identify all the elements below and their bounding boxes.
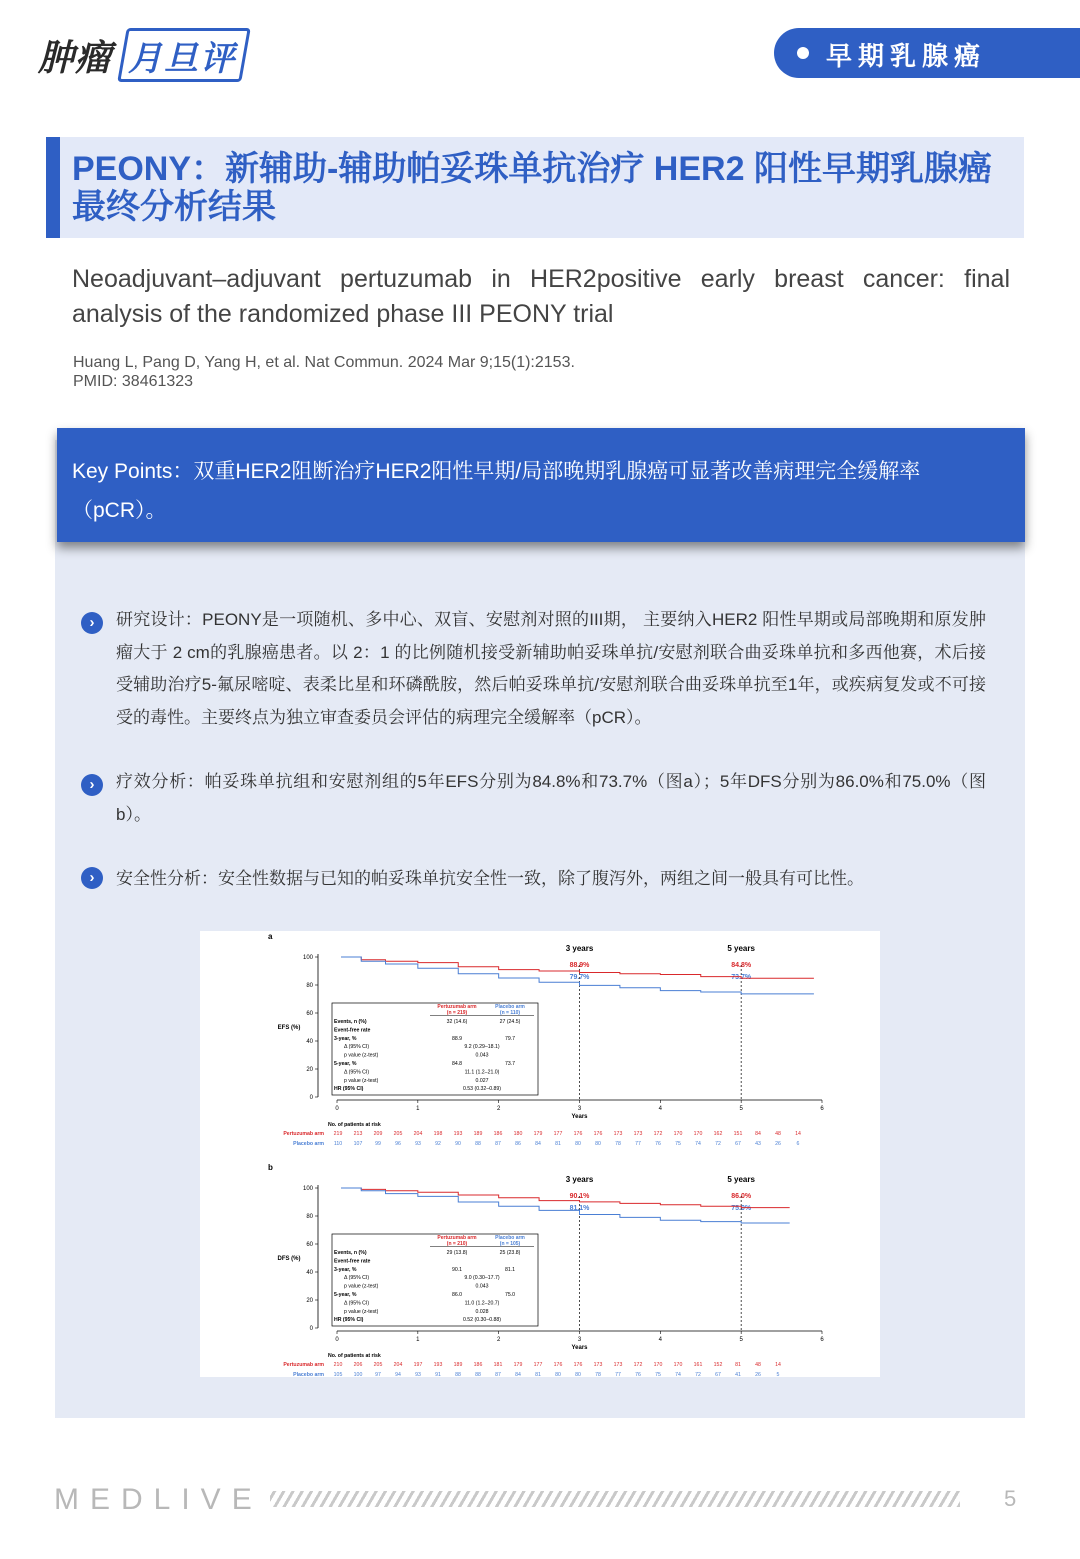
table-header-placebo-n: (n = 105) bbox=[499, 1241, 521, 1247]
table-row-label: Events, n (%) bbox=[334, 1250, 367, 1256]
risk-value: 78 bbox=[595, 1372, 601, 1377]
risk-value: 170 bbox=[673, 1131, 683, 1137]
x-tick-label: 4 bbox=[658, 1106, 663, 1112]
risk-value: 193 bbox=[433, 1362, 443, 1368]
table-row-label: Δ (95% CI) bbox=[344, 1300, 370, 1307]
risk-table-title: No. of patients at risk bbox=[328, 1353, 381, 1359]
risk-value: 173 bbox=[633, 1131, 643, 1137]
risk-value: 81 bbox=[735, 1362, 741, 1368]
table-row-value: 11.0 (1.2–20.7) bbox=[464, 1300, 500, 1307]
table-row-placebo-value: 73.7 bbox=[504, 1061, 516, 1067]
risk-value: 88 bbox=[475, 1372, 481, 1377]
chevron-right-icon: › bbox=[81, 612, 103, 634]
table-row-label: HR (95% CI) bbox=[334, 1086, 364, 1093]
x-tick-label: 2 bbox=[496, 1337, 501, 1343]
risk-row-name: Pertuzumab arm bbox=[283, 1131, 324, 1137]
y-tick-label: 0 bbox=[309, 1326, 313, 1332]
risk-value: 100 bbox=[353, 1372, 363, 1377]
risk-value: 75 bbox=[655, 1372, 661, 1377]
risk-value: 205 bbox=[373, 1362, 383, 1368]
milestone-placebo-value: 75.0% bbox=[731, 1205, 752, 1212]
y-tick-label: 80 bbox=[306, 1214, 313, 1220]
table-row-pertuzumab-value: 32 (14.6) bbox=[446, 1019, 468, 1025]
y-tick-label: 100 bbox=[302, 1186, 313, 1192]
risk-value: 88 bbox=[475, 1141, 481, 1147]
risk-value: 172 bbox=[653, 1131, 663, 1137]
page-number: 5 bbox=[1004, 1486, 1017, 1511]
risk-value: 48 bbox=[755, 1362, 761, 1368]
risk-value: 93 bbox=[415, 1141, 421, 1147]
y-tick-label: 40 bbox=[306, 1039, 313, 1045]
x-tick-label: 6 bbox=[820, 1106, 824, 1112]
page-title: PEONY：新辅助-辅助帕妥珠单抗治疗 HER2 阳性早期乳腺癌最终分析结果 bbox=[72, 150, 992, 226]
logo-box-text: 月旦评 bbox=[128, 40, 236, 78]
y-axis-label: EFS (%) bbox=[277, 1025, 301, 1031]
risk-value: 80 bbox=[555, 1372, 561, 1377]
table-header-pertuzumab-n: (n = 210) bbox=[446, 1241, 468, 1247]
placebo-curve bbox=[341, 1188, 790, 1223]
risk-value: 72 bbox=[715, 1141, 721, 1147]
table-row-label: Δ (95% CI) bbox=[344, 1275, 370, 1282]
pertuzumab-curve bbox=[341, 1188, 790, 1208]
bullet-study-design: 研究设计：PEONY是一项随机、多中心、双盲、安慰剂对照的III期， 主要纳入HER2 阳性早期或局部晚期和原发肿瘤大于 2 cm的乳腺癌患者。以 2：1 的比例随机接受新辅助帕妥珠单抗/安慰剂联合曲妥珠单抗和多西他赛，术后接受辅助治疗5-氟尿嘧啶、表柔比星和环磷酰胺，然后帕妥珠单抗/安慰剂联合曲妥珠单抗至1年，或疾病复发或不可接受的毒性。主要终点为独立审查委员会评估的病理完全缓解率（pCR）。 bbox=[116, 610, 986, 727]
km-figure-svg bbox=[200, 931, 880, 1377]
table-row-value: 0.53 (0.32–0.89) bbox=[462, 1086, 502, 1093]
risk-value: 162 bbox=[713, 1131, 723, 1137]
footer-brand: MEDLIVE bbox=[54, 1483, 263, 1516]
risk-value: 161 bbox=[693, 1362, 703, 1368]
table-header-pertuzumab-n: (n = 219) bbox=[446, 1010, 468, 1016]
x-tick-label: 0 bbox=[335, 1337, 339, 1343]
panel-letter: a bbox=[268, 932, 273, 941]
key-points-text: Key Points：双重HER2阻断治疗HER2阳性早期/局部晚期乳腺癌可显著改善病理完全缓解率（pCR）。 bbox=[72, 460, 921, 522]
risk-value: 75 bbox=[675, 1141, 681, 1147]
risk-value: 77 bbox=[635, 1141, 641, 1147]
citation bbox=[73, 353, 575, 391]
risk-value: 87 bbox=[495, 1372, 501, 1377]
table-row-label: p value (z-test) bbox=[344, 1077, 379, 1084]
citation-pmid: PMID: 38461323 bbox=[73, 373, 194, 390]
x-axis-label: Years bbox=[571, 1114, 588, 1120]
milestone-label: 5 years bbox=[727, 1175, 755, 1184]
section-tag-label: 早期乳腺癌 bbox=[826, 41, 987, 71]
risk-value: 186 bbox=[493, 1131, 503, 1137]
risk-value: 43 bbox=[755, 1141, 761, 1147]
risk-value: 92 bbox=[435, 1141, 441, 1147]
english-title: Neoadjuvant–adjuvant pertuzumab in HER2positive early breast cancer: final analysis of the randomized phase III PEONY trial bbox=[72, 265, 1010, 328]
x-tick-label: 5 bbox=[739, 1337, 743, 1343]
risk-row-name: Pertuzumab arm bbox=[283, 1362, 324, 1368]
risk-value: 77 bbox=[615, 1372, 621, 1377]
risk-value: 110 bbox=[333, 1141, 343, 1147]
risk-value: 189 bbox=[453, 1362, 463, 1368]
table-row-label: Event-free rate bbox=[334, 1258, 371, 1265]
risk-value: 105 bbox=[333, 1372, 343, 1377]
table-row-label: p value (z-test) bbox=[344, 1308, 379, 1315]
risk-value: 72 bbox=[695, 1372, 701, 1377]
risk-row-name: Placebo arm bbox=[293, 1372, 324, 1377]
x-tick-label: 4 bbox=[658, 1337, 663, 1343]
milestone-placebo-value: 81.1% bbox=[569, 1205, 590, 1212]
risk-value: 179 bbox=[533, 1131, 543, 1137]
risk-value: 84 bbox=[515, 1372, 521, 1377]
table-row-pertuzumab-value: 84.8 bbox=[451, 1061, 463, 1067]
table-row-value: 9.0 (0.30–17.7) bbox=[464, 1275, 500, 1282]
table-row-label: 3-year, % bbox=[334, 1266, 357, 1273]
table-row-placebo-value: 25 (23.8) bbox=[499, 1250, 521, 1256]
milestone-pertuzumab-value: 86.0% bbox=[731, 1193, 752, 1200]
risk-value: 48 bbox=[775, 1131, 781, 1137]
tag-dot-icon bbox=[797, 47, 809, 59]
table-row-label: p value (z-test) bbox=[344, 1283, 379, 1290]
risk-value: 26 bbox=[755, 1372, 761, 1377]
risk-value: 170 bbox=[653, 1362, 663, 1368]
risk-value: 84 bbox=[755, 1131, 761, 1137]
table-header-pertuzumab: Pertuzumab arm bbox=[437, 1235, 477, 1241]
panel-letter: b bbox=[268, 1163, 273, 1172]
table-row-label: 5-year, % bbox=[334, 1061, 357, 1067]
risk-value: 189 bbox=[473, 1131, 483, 1137]
table-header-placebo: Placebo arm bbox=[495, 1004, 525, 1010]
bullet-efficacy: 疗效分析：帕妥珠单抗组和安慰剂组的5年EFS分别为84.8%和73.7%（图a）；5年DFS分别为86.0%和75.0%（图b）。 bbox=[116, 772, 986, 824]
risk-value: 91 bbox=[435, 1372, 441, 1377]
risk-value: 176 bbox=[573, 1131, 583, 1137]
risk-value: 176 bbox=[593, 1131, 603, 1137]
risk-value: 210 bbox=[333, 1362, 343, 1368]
risk-value: 6 bbox=[796, 1141, 800, 1147]
risk-value: 186 bbox=[473, 1362, 483, 1368]
table-row-placebo-value: 81.1 bbox=[504, 1266, 516, 1273]
y-axis-label: DFS (%) bbox=[277, 1256, 301, 1262]
risk-value: 88 bbox=[455, 1372, 461, 1377]
risk-value: 74 bbox=[675, 1372, 681, 1377]
risk-value: 170 bbox=[693, 1131, 703, 1137]
x-tick-label: 6 bbox=[820, 1337, 824, 1343]
risk-value: 14 bbox=[775, 1362, 781, 1368]
risk-value: 80 bbox=[595, 1141, 601, 1147]
risk-value: 204 bbox=[393, 1362, 403, 1368]
table-row-value: 9.2 (0.29–18.1) bbox=[464, 1044, 500, 1051]
table-row-label: HR (95% CI) bbox=[334, 1317, 364, 1324]
x-tick-label: 5 bbox=[739, 1106, 743, 1112]
risk-value: 179 bbox=[513, 1362, 523, 1368]
risk-value: 173 bbox=[593, 1362, 603, 1368]
risk-value: 213 bbox=[353, 1131, 363, 1137]
milestone-pertuzumab-value: 90.1% bbox=[569, 1193, 590, 1200]
risk-value: 170 bbox=[673, 1362, 683, 1368]
risk-value: 176 bbox=[553, 1362, 563, 1368]
citation-reference: Huang L, Pang D, Yang H, et al. Nat Commun. 2024 Mar 9;15(1):2153. bbox=[73, 354, 575, 371]
risk-value: 172 bbox=[633, 1362, 643, 1368]
risk-value: 86 bbox=[515, 1141, 521, 1147]
x-tick-label: 3 bbox=[577, 1106, 582, 1112]
table-row-label: Event-free rate bbox=[334, 1027, 371, 1034]
milestone-label: 3 years bbox=[565, 1175, 594, 1184]
risk-value: 74 bbox=[695, 1141, 701, 1147]
milestone-pertuzumab-value: 88.9% bbox=[569, 962, 590, 969]
risk-value: 26 bbox=[775, 1141, 781, 1147]
risk-value: 204 bbox=[413, 1131, 423, 1137]
risk-value: 76 bbox=[655, 1141, 661, 1147]
risk-value: 209 bbox=[373, 1131, 383, 1137]
km-figure bbox=[200, 931, 880, 1377]
table-row-label: Events, n (%) bbox=[334, 1019, 367, 1025]
table-header-pertuzumab: Pertuzumab arm bbox=[437, 1004, 477, 1010]
risk-value: 151 bbox=[733, 1131, 743, 1137]
risk-value: 67 bbox=[715, 1372, 721, 1377]
risk-value: 78 bbox=[615, 1141, 621, 1147]
bullet-safety: 安全性分析：安全性数据与已知的帕妥珠单抗安全性一致，除了腹泻外，两组之间一般具有可比性。 bbox=[116, 869, 864, 888]
y-tick-label: 100 bbox=[302, 955, 313, 961]
risk-value: 84 bbox=[535, 1141, 541, 1147]
y-tick-label: 0 bbox=[309, 1095, 313, 1101]
table-row-label: Δ (95% CI) bbox=[344, 1069, 370, 1076]
x-tick-label: 1 bbox=[416, 1337, 420, 1343]
x-tick-label: 0 bbox=[335, 1106, 339, 1112]
risk-value: 96 bbox=[395, 1141, 401, 1147]
table-row-label: p value (z-test) bbox=[344, 1052, 379, 1059]
risk-value: 181 bbox=[493, 1362, 503, 1368]
table-header-placebo: Placebo arm bbox=[495, 1235, 525, 1241]
table-row-value: 0.028 bbox=[475, 1308, 489, 1315]
risk-value: 5 bbox=[776, 1372, 780, 1377]
table-row-placebo-value: 75.0 bbox=[504, 1292, 516, 1298]
milestone-pertuzumab-value: 84.8% bbox=[731, 962, 752, 969]
milestone-placebo-value: 73.7% bbox=[731, 974, 752, 981]
y-tick-label: 80 bbox=[306, 983, 313, 989]
milestone-placebo-value: 79.7% bbox=[569, 974, 590, 981]
table-header-placebo-n: (n = 110) bbox=[499, 1010, 521, 1016]
y-tick-label: 20 bbox=[306, 1298, 313, 1304]
risk-value: 173 bbox=[613, 1131, 623, 1137]
chevron-right-icon: › bbox=[81, 774, 103, 796]
logo-text: 肿瘤 bbox=[38, 37, 113, 78]
risk-value: 97 bbox=[375, 1372, 381, 1377]
x-tick-label: 2 bbox=[496, 1106, 501, 1112]
x-tick-label: 1 bbox=[416, 1106, 420, 1112]
table-row-placebo-value: 27 (24.5) bbox=[499, 1019, 521, 1025]
risk-value: 94 bbox=[395, 1372, 401, 1377]
risk-value: 177 bbox=[553, 1131, 563, 1137]
table-row-pertuzumab-value: 86.0 bbox=[451, 1292, 463, 1298]
table-row-label: Δ (95% CI) bbox=[344, 1044, 370, 1051]
risk-value: 198 bbox=[433, 1131, 443, 1137]
risk-value: 176 bbox=[573, 1362, 583, 1368]
x-tick-label: 3 bbox=[577, 1337, 582, 1343]
risk-value: 219 bbox=[333, 1131, 343, 1137]
risk-table-title: No. of patients at risk bbox=[328, 1122, 381, 1128]
y-tick-label: 20 bbox=[306, 1067, 313, 1073]
risk-value: 67 bbox=[735, 1141, 741, 1147]
risk-value: 173 bbox=[613, 1362, 623, 1368]
risk-value: 87 bbox=[495, 1141, 501, 1147]
risk-value: 206 bbox=[353, 1362, 363, 1368]
table-row-value: 11.1 (1.2–21.0) bbox=[464, 1069, 500, 1076]
table-row-value: 0.52 (0.30–0.88) bbox=[462, 1317, 502, 1324]
table-row-label: 3-year, % bbox=[334, 1035, 357, 1042]
table-row-placebo-value: 79.7 bbox=[504, 1035, 516, 1042]
milestone-label: 3 years bbox=[565, 944, 594, 953]
risk-row-name: Placebo arm bbox=[293, 1141, 324, 1147]
table-row-label: 5-year, % bbox=[334, 1292, 357, 1298]
risk-value: 14 bbox=[795, 1131, 801, 1137]
table-row-pertuzumab-value: 29 (13.8) bbox=[446, 1250, 468, 1256]
risk-value: 76 bbox=[635, 1372, 641, 1377]
x-axis-label: Years bbox=[571, 1345, 588, 1351]
risk-value: 180 bbox=[513, 1131, 523, 1137]
risk-value: 177 bbox=[533, 1362, 543, 1368]
y-tick-label: 60 bbox=[306, 1011, 313, 1017]
table-row-value: 0.027 bbox=[475, 1077, 489, 1084]
risk-value: 80 bbox=[575, 1372, 581, 1377]
risk-value: 81 bbox=[535, 1372, 541, 1377]
table-row-pertuzumab-value: 90.1 bbox=[451, 1266, 463, 1273]
risk-value: 93 bbox=[415, 1372, 421, 1377]
milestone-label: 5 years bbox=[727, 944, 755, 953]
risk-value: 41 bbox=[735, 1372, 741, 1377]
table-row-pertuzumab-value: 88.9 bbox=[451, 1035, 463, 1042]
risk-value: 107 bbox=[353, 1141, 363, 1147]
table-row-value: 0.043 bbox=[475, 1052, 489, 1059]
footer-stripe bbox=[270, 1491, 960, 1507]
risk-value: 197 bbox=[413, 1362, 423, 1368]
risk-value: 80 bbox=[575, 1141, 581, 1147]
y-tick-label: 60 bbox=[306, 1242, 313, 1248]
risk-value: 81 bbox=[555, 1141, 561, 1147]
risk-value: 90 bbox=[455, 1141, 461, 1147]
chevron-right-icon: › bbox=[81, 867, 103, 889]
title-accent-bar bbox=[46, 137, 60, 238]
risk-value: 193 bbox=[453, 1131, 463, 1137]
risk-value: 99 bbox=[375, 1141, 381, 1147]
y-tick-label: 40 bbox=[306, 1270, 313, 1276]
risk-value: 152 bbox=[713, 1362, 723, 1368]
table-row-value: 0.043 bbox=[475, 1283, 489, 1290]
risk-value: 205 bbox=[393, 1131, 403, 1137]
